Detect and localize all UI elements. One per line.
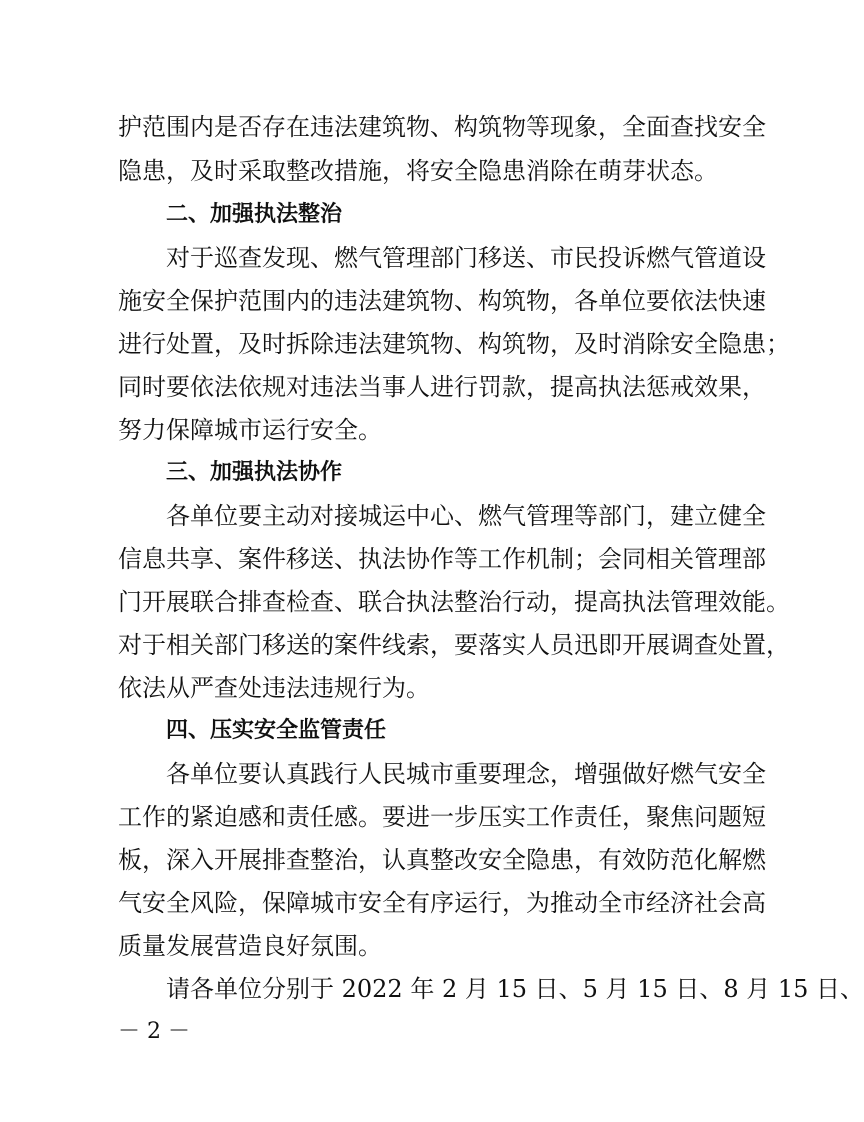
body-line-13: 各单位要认真践行人民城市重要理念，增强做好燃气安全 xyxy=(166,760,766,788)
body-line-12: 依法从严查处违法违规行为。 xyxy=(118,674,430,702)
body-line-11: 对于相关部门移送的案件线索，要落实人员迅即开展调查处置， xyxy=(118,631,790,659)
body-line-8: 各单位要主动对接城运中心、燃气管理等部门，建立健全 xyxy=(166,502,766,530)
section-heading-3: 三、加强执法协作 xyxy=(166,460,343,485)
body-line-3: 对于巡查发现、燃气管理部门移送、市民投诉燃气管道设 xyxy=(166,244,766,272)
body-line-16: 气安全风险，保障城市安全有序运行，为推动全市经济社会高 xyxy=(118,889,766,917)
body-line-5: 进行处置，及时拆除违法建筑物、构筑物，及时消除安全隐患； xyxy=(118,330,790,358)
body-line-18: 请各单位分别于 2022 年 2 月 15 日、5 月 15 日、8 月 15 日、 xyxy=(166,975,864,1003)
body-line-15: 板，深入开展排查整治，认真整改安全隐患，有效防范化解燃 xyxy=(118,846,766,874)
body-line-4: 施安全保护范围内的违法建筑物、构筑物，各单位要依法快速 xyxy=(118,287,766,315)
body-line-1: 护范围内是否存在违法建筑物、构筑物等现象，全面查找安全 xyxy=(118,113,766,141)
body-line-10: 门开展联合排查检查、联合执法整治行动，提高执法管理效能。 xyxy=(118,588,790,616)
body-line-14: 工作的紧迫感和责任感。要进一步压实工作责任，聚焦问题短 xyxy=(118,803,766,831)
page-number: － 2 － xyxy=(118,1019,190,1044)
body-line-17: 质量发展营造良好氛围。 xyxy=(118,932,382,960)
section-heading-4: 四、压实安全监管责任 xyxy=(166,718,387,743)
body-line-9: 信息共享、案件移送、执法协作等工作机制；会同相关管理部 xyxy=(118,545,766,573)
section-heading-2: 二、加强执法整治 xyxy=(166,202,343,227)
body-line-2: 隐患，及时采取整改措施，将安全隐患消除在萌芽状态。 xyxy=(118,157,718,185)
body-line-6: 同时要依法依规对违法当事人进行罚款，提高执法惩戒效果， xyxy=(118,373,766,401)
body-line-7: 努力保障城市运行安全。 xyxy=(118,416,382,444)
